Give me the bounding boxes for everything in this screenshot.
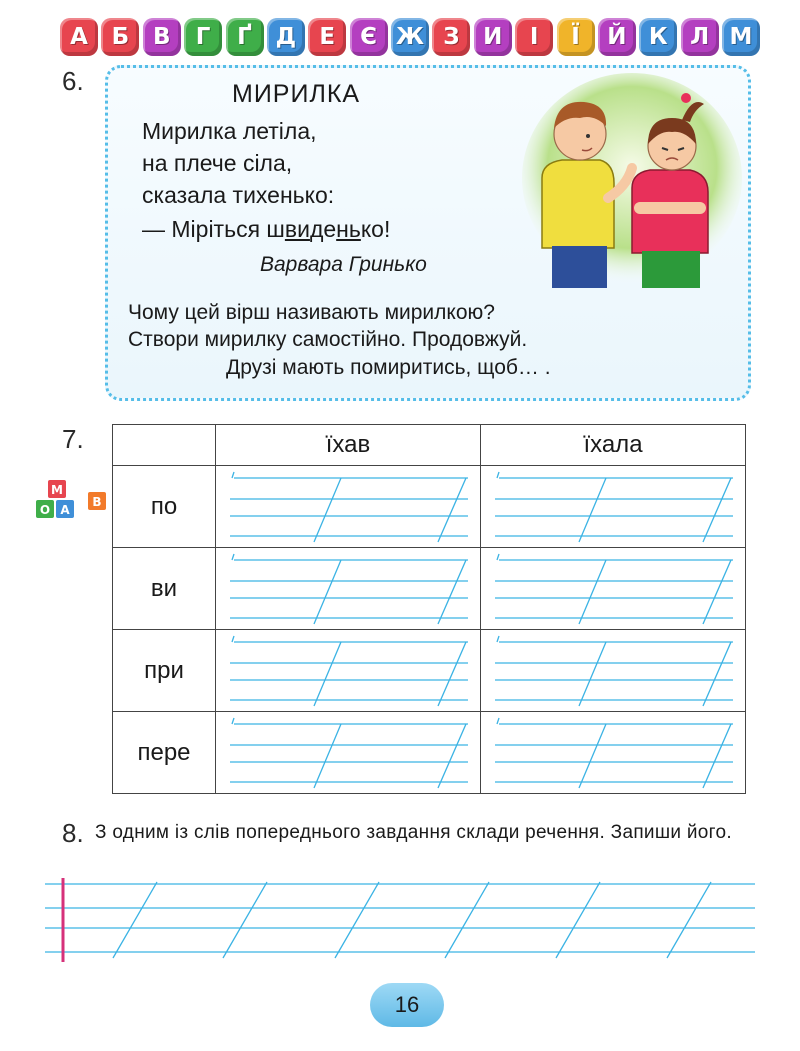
alphabet-letter-char: Ж <box>395 24 425 50</box>
prefix-cell: ви <box>113 548 216 630</box>
table-header-row <box>113 425 746 466</box>
poem-line: Мирилка летіла, <box>142 118 317 144</box>
slant-line <box>579 478 606 542</box>
alphabet-letter <box>350 18 388 56</box>
poem-author: Варвара Гринько <box>260 253 427 276</box>
poem-line: на плече сіла, <box>142 150 293 176</box>
alphabet-letter-char: Г <box>195 24 211 50</box>
slant-line <box>314 724 341 788</box>
guide-tick <box>232 636 234 642</box>
alphabet-letter <box>101 18 139 56</box>
slant-line <box>703 560 731 624</box>
table-header-cell: їхала <box>481 425 746 466</box>
page-number: 16 <box>370 983 444 1027</box>
alphabet-letter <box>474 18 512 56</box>
cube-letter: О <box>39 503 51 517</box>
alphabet-strip <box>60 18 760 60</box>
writing-lines[interactable] <box>45 878 755 962</box>
handwriting-guide <box>481 548 745 629</box>
prefix-cell: по <box>113 466 216 548</box>
table-row <box>113 466 746 548</box>
handwriting-guide <box>216 548 480 629</box>
guide-tick <box>497 636 499 642</box>
question-line: Створи мирилку самостійно. Продовжуй. <box>128 328 528 351</box>
letter-cubes-icon <box>34 478 112 524</box>
alphabet-letter-char: М <box>729 24 753 50</box>
guide-tick <box>232 718 234 724</box>
handwriting-guide <box>216 712 480 793</box>
task-7-number: 7. <box>62 424 84 454</box>
task-8-instruction: З одним із слів попереднього завдання склади речення. Запиши його. <box>95 822 732 843</box>
writing-cell[interactable] <box>216 548 481 630</box>
slant-line <box>335 882 379 958</box>
slant-line <box>314 478 341 542</box>
alphabet-letter <box>681 18 719 56</box>
cube-letter: М <box>51 483 63 497</box>
question-line: Чому цей вірш називають мирилкою? <box>128 301 495 324</box>
alphabet-letter-char: З <box>443 24 460 50</box>
guide-tick <box>497 554 499 560</box>
prefix-cell: при <box>113 630 216 712</box>
writing-cell[interactable] <box>481 630 746 712</box>
alphabet-letter-char: І <box>529 24 539 50</box>
alphabet-letter <box>184 18 222 56</box>
slant-line <box>113 882 157 958</box>
cube-letter: А <box>60 503 70 517</box>
prefix-cell: пере <box>113 712 216 794</box>
alphabet-letter-char: В <box>152 24 171 50</box>
slant-line <box>438 560 466 624</box>
task-6-number: 6. <box>62 66 84 96</box>
guide-tick <box>497 472 499 478</box>
writing-cell[interactable] <box>216 712 481 794</box>
slant-line <box>556 882 600 958</box>
guide-tick <box>232 554 234 560</box>
task-8-number: 8. <box>62 818 84 848</box>
alphabet-letter-char: Й <box>607 24 627 50</box>
alphabet-letter <box>391 18 429 56</box>
children-illustration <box>522 68 742 288</box>
alphabet-letter <box>143 18 181 56</box>
guide-tick <box>497 718 499 724</box>
alphabet-letter <box>515 18 553 56</box>
alphabet-letter <box>598 18 636 56</box>
alphabet-letter-char: Ї <box>571 24 580 50</box>
writing-cell[interactable] <box>481 548 746 630</box>
alphabet-letter <box>60 18 98 56</box>
alphabet-letter-char: Б <box>111 24 130 50</box>
poem-text-underlined: нь <box>336 216 361 242</box>
alphabet-letter <box>639 18 677 56</box>
table-header-cell <box>113 425 216 466</box>
slant-line <box>438 478 466 542</box>
poem-text-underlined: ви <box>284 216 310 242</box>
writing-cell[interactable] <box>216 466 481 548</box>
slant-line <box>438 724 466 788</box>
alphabet-letter <box>557 18 595 56</box>
table-row <box>113 712 746 794</box>
alphabet-letter-char: Е <box>319 24 336 50</box>
cube-letter: В <box>92 495 102 509</box>
slant-line <box>579 642 606 706</box>
handwriting-guide <box>481 712 745 793</box>
question-line: Друзі мають помиритись, щоб… . <box>226 356 551 379</box>
alphabet-letter-char: Л <box>690 24 710 50</box>
slant-line <box>579 560 606 624</box>
slant-line <box>438 642 466 706</box>
slant-line <box>703 724 731 788</box>
alphabet-letter <box>722 18 760 56</box>
writing-cell[interactable] <box>216 630 481 712</box>
poem-text: — Міріться ш <box>142 216 285 242</box>
alphabet-letter <box>226 18 264 56</box>
slant-line <box>314 560 341 624</box>
alphabet-letter-char: Є <box>360 24 378 50</box>
table-row <box>113 548 746 630</box>
writing-cell[interactable] <box>481 712 746 794</box>
slant-line <box>703 478 731 542</box>
prefix-table <box>112 424 746 794</box>
slant-line <box>445 882 489 958</box>
poem-text: де <box>309 216 337 242</box>
poem-line: сказала тихенько: <box>142 182 335 208</box>
alphabet-letter-char: Ґ <box>237 24 252 50</box>
handwriting-guide <box>216 630 480 711</box>
poem-title: МИРИЛКА <box>232 80 361 108</box>
slant-line <box>223 882 267 958</box>
alphabet-letter <box>267 18 305 56</box>
slant-line <box>579 724 606 788</box>
slant-line <box>314 642 341 706</box>
handwriting-guide <box>481 630 745 711</box>
table-row <box>113 630 746 712</box>
poem-line-last <box>142 215 390 243</box>
slant-line <box>703 642 731 706</box>
alphabet-letter <box>432 18 470 56</box>
guide-tick <box>232 472 234 478</box>
table-header-cell: їхав <box>216 425 481 466</box>
alphabet-letter <box>308 18 346 56</box>
alphabet-letter-char: А <box>70 24 88 50</box>
handwriting-guide <box>216 466 480 547</box>
slant-line <box>667 882 711 958</box>
alphabet-letter-char: Д <box>275 24 297 50</box>
writing-cell[interactable] <box>481 466 746 548</box>
alphabet-letter-char: И <box>483 24 503 50</box>
handwriting-guide <box>481 466 745 547</box>
alphabet-letter-char: К <box>648 24 668 50</box>
poem-text: ко! <box>360 216 391 242</box>
